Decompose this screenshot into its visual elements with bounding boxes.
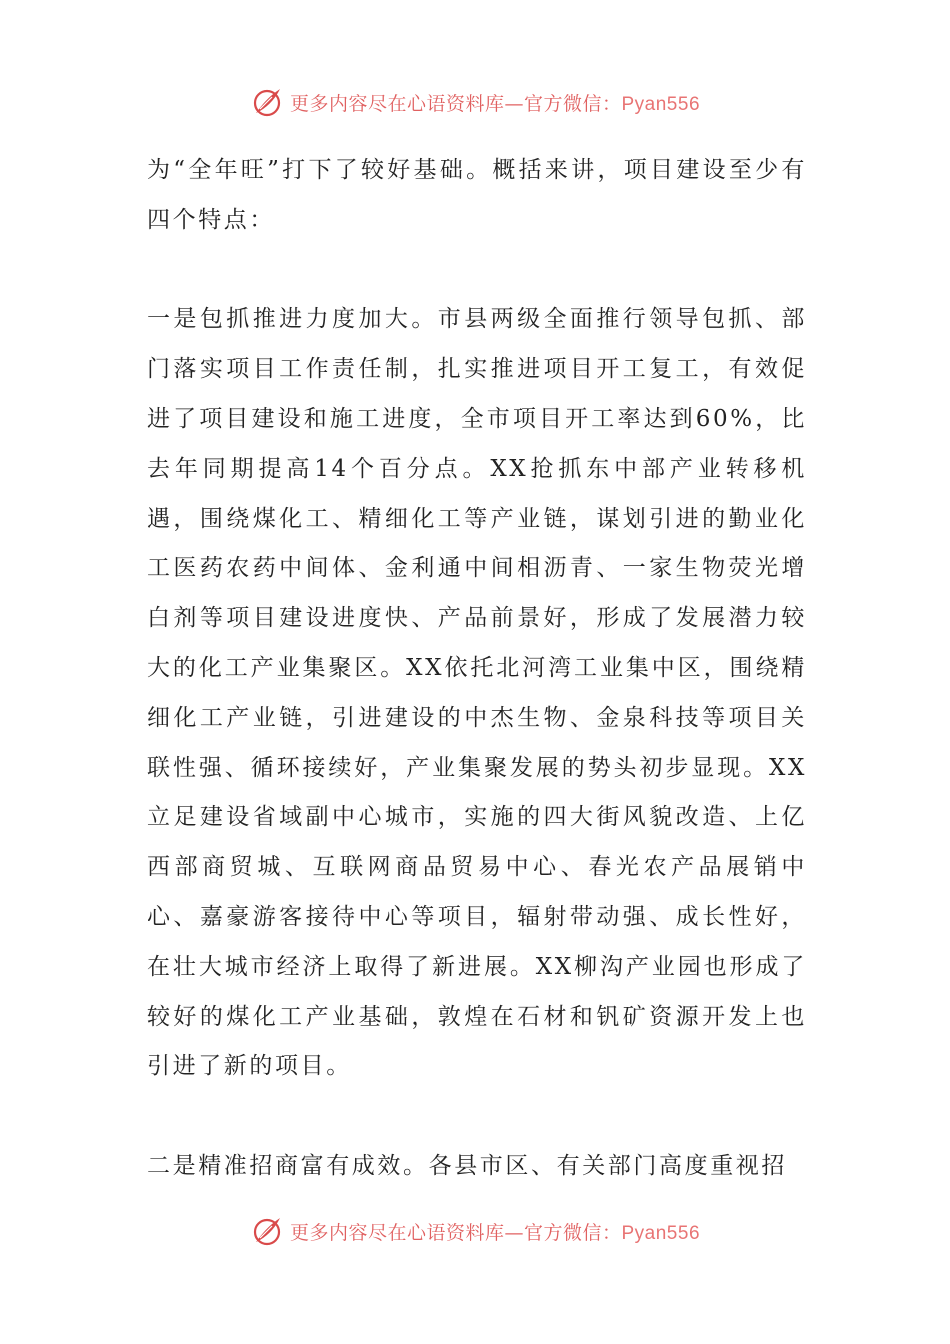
document-body xyxy=(147,146,807,1192)
paragraph-intro: 为“全年旺”打下了较好基础。概括来讲，项目建设至少有四个特点： xyxy=(147,157,807,233)
footer-watermark xyxy=(0,1211,950,1251)
watermark-text: 更多内容尽在心语资料库—官方微信：Pyan556 xyxy=(289,1221,701,1244)
watermark-text: 更多内容尽在心语资料库—官方微信：Pyan556 xyxy=(289,92,701,115)
paragraph-point-two: 二是精准招商富有成效。各县市区、有关部门高度重视招 xyxy=(147,1152,787,1179)
paragraph-point-one: 一是包抓推进力度加大。市县两级全面推行领导包抓、部门落实项目工作责任制，扎实推进项目开工复工，有效促进了项目建设和施工进度，全市项目开工率达到60%，比去年同期提高14个百分点。XX抢抓东中部产业转移机遇，围绕煤化工、精细化工等产业链，谋划引进的勤业化工医药农药中间体、金利通中间相沥青、一家生物荧光增白剂等项目建设进度快、产品前景好，形成了发展潜力较大的化工产业集聚区。XX依托北河湾工业集中区，围绕精细化工产业链，引进建设的中杰生物、金泉科技等项目关联性强、循环接续好，产业集聚发展的势头初步显现。XX立足建设省域副中心城市，实施的四大街风貌改造、上亿西部商贸城、互联网商品贸易中心、春光农产品展销中心、嘉豪游客接待中心等项目，辐射带动强、成长性好，在壮大城市经济上取得了新进展。XX柳沟产业园也形成了较好的煤化工产业基础，敦煌在石材和钒矿资源开发上也引进了新的项目。 xyxy=(147,306,807,1080)
quill-pen-logo-icon xyxy=(250,1214,284,1248)
header-watermark xyxy=(0,82,950,122)
quill-pen-logo-icon xyxy=(250,85,284,119)
